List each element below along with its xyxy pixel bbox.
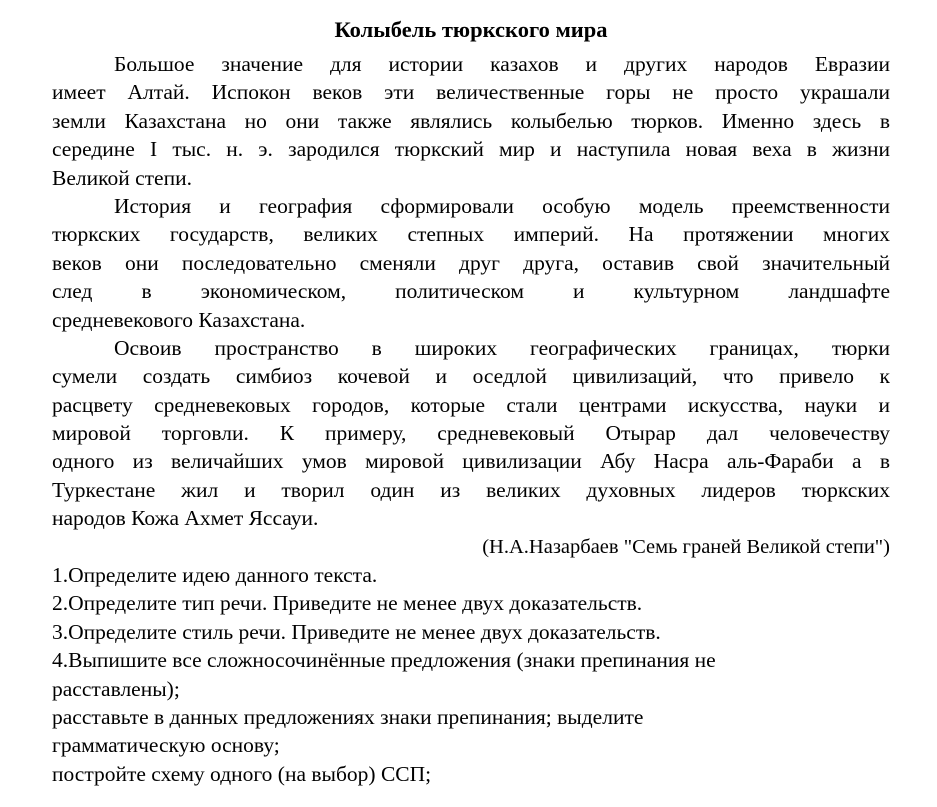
task-line: расставлены); (52, 676, 180, 701)
text-line: расцвету средневековых городов, которые стали центрами искусства, науки и (52, 392, 890, 417)
paragraph (52, 192, 890, 334)
text-line: земли Казахстана но они также являлись колыбелью тюрков. Именно здесь в (52, 108, 890, 133)
text-line: веков они последовательно сменяли друг друга, оставив свой значительный (52, 250, 890, 275)
text-line: Большое значение для истории казахов и других народов Евразии (114, 52, 890, 76)
text-line: имеет Алтай. Испокон веков эти величественные горы не просто украшали (52, 80, 890, 105)
text-line: История и география сформировали особую модель преемственности (114, 193, 890, 218)
text-line: одного из величайших умов мировой цивилизации Абу Насра аль-Фараби а в (52, 449, 890, 474)
source-attribution: (Н.А.Назарбаев "Семь граней Великой степи") (482, 535, 890, 558)
paragraph (52, 334, 890, 533)
text-line: тюркских государств, великих степных империй. На протяжении многих (52, 222, 890, 247)
document-title: Колыбель тюркского мира (334, 17, 608, 42)
text-line: середине I тыс. н. э. зародился тюркский мир и наступила новая веха в жизни (52, 137, 890, 162)
text-line: Освоив пространство в широких географических границах, тюрки (114, 335, 890, 360)
text-line: народов Кожа Ахмет Яссауи. (52, 506, 319, 531)
text-line: след в экономическом, политическом и культурном ландшафте (52, 279, 890, 304)
paragraph (52, 50, 890, 192)
task-line: 3.Определите стиль речи. Приведите не менее двух доказательств. (52, 619, 661, 644)
task-line: 2.Определите тип речи. Приведите не менее двух доказательств. (52, 591, 643, 616)
task-line: грамматическую основу; (52, 733, 280, 758)
task-line: постройте схему одного (на выбор) ССП; (52, 761, 432, 786)
task-list (52, 561, 890, 788)
task-line: 1.Определите идею данного текста. (52, 563, 378, 588)
text-line: средневекового Казахстана. (52, 307, 306, 332)
task-line: расставьте в данных предложениях знаки препинания; выделите (52, 704, 644, 729)
text-line: Туркестане жил и творил один из великих духовных лидеров тюркских (52, 477, 890, 502)
text-line: сумели создать симбиоз кочевой и оседлой цивилизаций, что привело к (52, 364, 890, 389)
task-line: 4.Выпишите все сложносочинённые предложения (знаки препинания не (52, 648, 716, 673)
text-line: мировой торговли. К примеру, средневековый Отырар дал человечеству (52, 421, 890, 446)
text-line: Великой степи. (52, 165, 192, 190)
